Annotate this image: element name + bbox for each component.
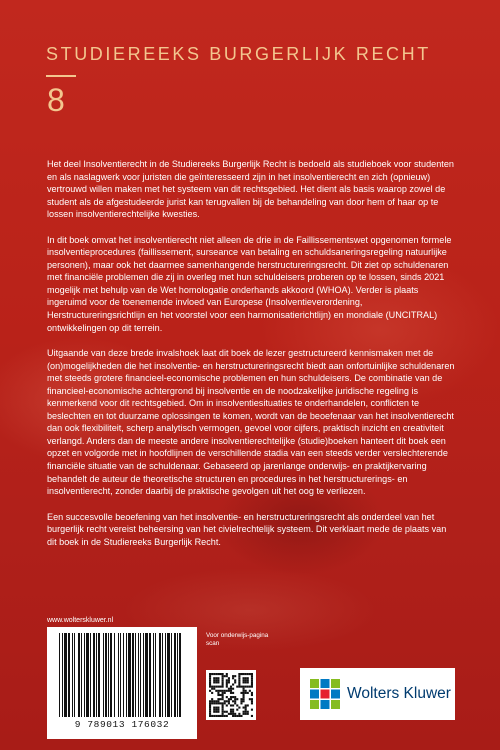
barcode-icon xyxy=(57,633,187,717)
isbn-number: 9 789013 176032 xyxy=(74,719,170,730)
blurb-paragraph: Het deel Insolventierecht in de Studiereeks Burgerlijk Recht is bedoeld als studieboek voor studenten en als naslagwerk voor juristen die geïnteresseerd zijn in het insolventierecht en zich (opnieuw) vertrouwd willen maken met het systeem van dit rechtsgebied. Het dient als basis waarop zowel de student als de afgestudeerde jurist kan terugvallen bij de behandeling van door hem of haar op te lossen insolventierechtelijke kwesties. xyxy=(47,159,454,220)
title-divider xyxy=(46,75,76,77)
scan-label: Voor onderwijs-pagina scan xyxy=(206,632,269,647)
blurb-paragraph: Een succesvolle beoefening van het insolventie- en herstructureringsrecht als onderdeel van het burgerlijk recht vereist beheersing van het civielrechtelijk systeem. Dit verklaart mede de plaats van dit boek in de Studiereeks Burgerlijk Recht. xyxy=(47,511,447,547)
volume-number: 8 xyxy=(47,82,65,118)
blurb-paragraph: Uitgaande van deze brede invalshoek laat dit boek de lezer gestructureerd kennismaken met de (on)mogelijkheden die het insolventie- en herstructureringsrecht biedt aan onfortuinlijke schuldenaren met steeds grotere financieel-economische problemen en hun schuldeisers. De combinatie van de financieel-economische achtergrond bij insolventie en de noodzakelijke juridische regeling is kenmerkend voor dit rechtsgebied. Om in insolventiesituaties te onderhandelen, conflicten te beslechten en tot duurzame oplossingen te komen, wordt van de beoefenaar van het insolventierecht dan ook flexibiliteit, scherp analytisch vermogen, gevoel voor cijfers, praktisch inzicht en creativiteit verlangd. Anders dan de meeste andere insolventierechtelijke (studie)boeken hanteert dit boek een opzet en volgorde met in hoofdlijnen de verschillende stadia van een steeds verder verslechterende financiële situatie van de schuldenaar. Gebaseerd op jarenlange onderwijs- en praktijkervaring behandelt de auteur de theoretische structuren en procedures in het herstructurerings- en insolventierecht, zonder daarbij de praktische gevolgen uit het oog te verliezen. xyxy=(47,348,455,497)
wolters-kluwer-logo-icon xyxy=(310,679,340,709)
series-title: STUDIEREEKS BURGERLIJK RECHT xyxy=(46,44,431,64)
publisher-website[interactable]: www.wolterskluwer.nl xyxy=(47,617,114,624)
isbn-barcode xyxy=(47,627,197,739)
qr-code[interactable] xyxy=(206,670,256,720)
blurb-paragraph: In dit boek omvat het insolventierecht niet alleen de drie in de Faillissementswet opgenomen formele insolventieprocedures (faillissement, surseance van betaling en schuldsaneringsregeling natuurlijke personen), maar ook het daarmee samenhangende herstructureringsrecht. Dit ziet op schuldenaren met financiële problemen die zij in overleg met hun schuldeisers proberen op te lossen, sinds 2021 mogelijk met behulp van de Wet homologatie onderhands akkoord (WHOA). Verder is plaats ingeruimd voor de toenemende invloed van Europese (Insolventieverordening, Herstructureringsrichtlijn en het voorstel voor een harmonisatierichtlijn) en mondiale (UNCITRAL) ontwikkelingen op dit terrein. xyxy=(47,234,452,333)
publisher-name: Wolters Kluwer xyxy=(347,685,451,702)
publisher-logo xyxy=(300,668,455,720)
blurb xyxy=(47,158,457,561)
qr-code-icon xyxy=(209,673,253,717)
